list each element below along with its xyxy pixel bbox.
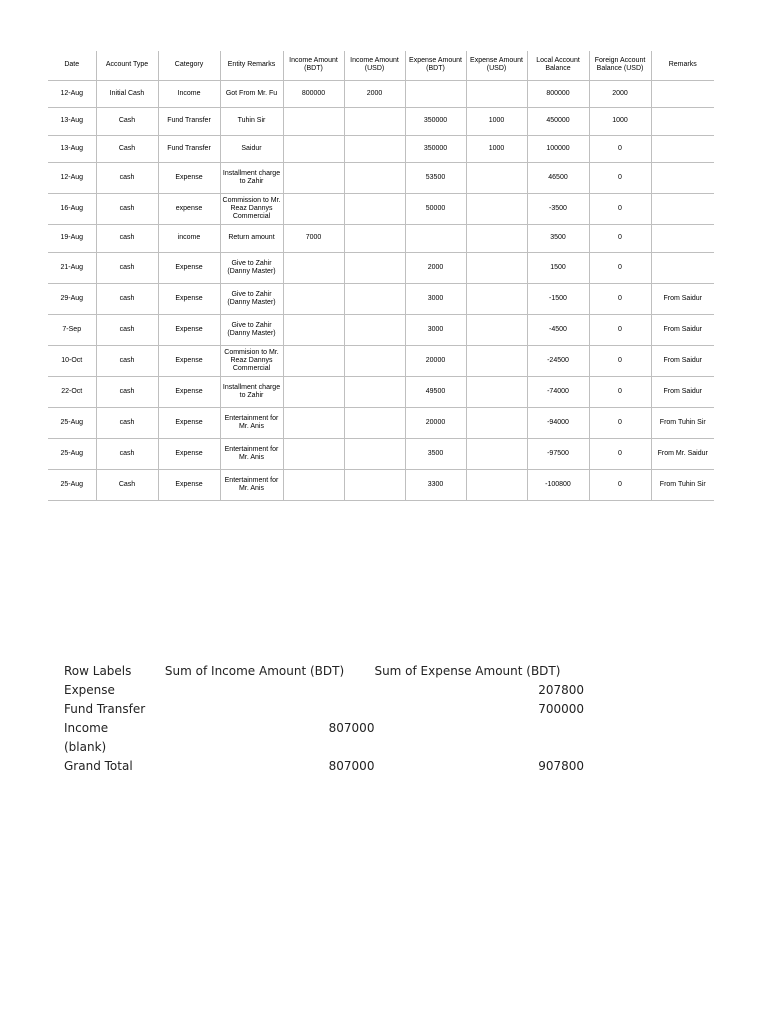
table-row (48, 376, 714, 407)
table-row (48, 80, 714, 108)
cell-entity-remarks: Commission to Mr. Reaz Dannys Commercial (220, 194, 283, 225)
cell-income-usd (344, 345, 405, 376)
cell-income-usd (344, 163, 405, 194)
col-header-income-usd: Income Amount (USD) (344, 51, 405, 80)
cell-entity-remarks: Entertainment for Mr. Anis (220, 469, 283, 500)
cell-foreign-balance: 2000 (589, 80, 651, 108)
cell-foreign-balance: 0 (589, 283, 651, 314)
col-header-account-type: Account Type (96, 51, 158, 80)
cell-expense-usd (466, 283, 527, 314)
cell-expense-usd (466, 345, 527, 376)
cell-income-usd (344, 469, 405, 500)
cell-income-usd (344, 252, 405, 283)
cell-date: 25-Aug (48, 469, 96, 500)
cell-expense-usd: 1000 (466, 135, 527, 163)
table-row (48, 283, 714, 314)
cell-expense-bdt (405, 225, 466, 253)
cell-remarks: From Saidur (651, 376, 714, 407)
pivot-row (64, 699, 584, 718)
table-row (48, 469, 714, 500)
pivot-cell-expense-sum (374, 718, 584, 737)
cell-income-bdt: 800000 (283, 80, 344, 108)
pivot-cell-expense-sum: 700000 (538, 701, 584, 716)
cell-remarks: From Saidur (651, 345, 714, 376)
cell-local-balance: -97500 (527, 438, 589, 469)
cell-income-bdt (283, 438, 344, 469)
cell-foreign-balance: 0 (589, 438, 651, 469)
pivot-row (64, 737, 584, 756)
cell-income-bdt: 7000 (283, 225, 344, 253)
cell-category: Expense (158, 283, 220, 314)
cell-date: 7-Sep (48, 314, 96, 345)
cell-account-type: Cash (96, 108, 158, 136)
cell-category: Expense (158, 252, 220, 283)
cell-foreign-balance: 1000 (589, 108, 651, 136)
cell-remarks (651, 108, 714, 136)
pivot-cell-row-label: (blank) (64, 739, 107, 754)
cell-income-bdt (283, 314, 344, 345)
cell-foreign-balance: 0 (589, 194, 651, 225)
cell-category: Expense (158, 469, 220, 500)
col-header-date: Date (48, 51, 96, 80)
table-row (48, 135, 714, 163)
cell-date: 16-Aug (48, 194, 96, 225)
cell-income-bdt (283, 108, 344, 136)
cell-income-usd (344, 376, 405, 407)
cell-expense-usd (466, 163, 527, 194)
cell-expense-bdt: 49500 (405, 376, 466, 407)
cell-category: income (158, 225, 220, 253)
cell-local-balance: -4500 (527, 314, 589, 345)
cell-expense-bdt: 3000 (405, 283, 466, 314)
cell-local-balance: -3500 (527, 194, 589, 225)
cell-category: expense (158, 194, 220, 225)
cell-foreign-balance: 0 (589, 314, 651, 345)
cell-expense-bdt: 2000 (405, 252, 466, 283)
cell-category: Expense (158, 407, 220, 438)
cell-local-balance: -94000 (527, 407, 589, 438)
pivot-cell-income-sum: 807000 (328, 720, 375, 735)
cell-account-type: cash (96, 225, 158, 253)
cell-income-bdt (283, 345, 344, 376)
col-header-income-bdt: Income Amount (BDT) (283, 51, 344, 80)
table-row (48, 314, 714, 345)
pivot-cell-income-sum: 807000 (328, 758, 375, 773)
cell-entity-remarks: Give to Zahir (Danny Master) (220, 283, 283, 314)
pivot-cell-income-sum (165, 737, 375, 756)
cell-local-balance: 100000 (527, 135, 589, 163)
cell-entity-remarks: Entertainment for Mr. Anis (220, 407, 283, 438)
cell-category: Expense (158, 438, 220, 469)
cell-income-usd (344, 135, 405, 163)
cell-remarks (651, 194, 714, 225)
cell-foreign-balance: 0 (589, 345, 651, 376)
pivot-cell-expense-sum: 207800 (538, 682, 584, 697)
cell-entity-remarks: Tuhin Sir (220, 108, 283, 136)
cell-expense-usd (466, 438, 527, 469)
col-header-entity-remarks: Entity Remarks (220, 51, 283, 80)
cell-income-bdt (283, 252, 344, 283)
cell-entity-remarks: Installment charge to Zahir (220, 376, 283, 407)
cell-expense-usd (466, 407, 527, 438)
table-row (48, 345, 714, 376)
cell-account-type: Initial Cash (96, 80, 158, 108)
cell-entity-remarks: Saidur (220, 135, 283, 163)
cell-expense-bdt: 3500 (405, 438, 466, 469)
cell-local-balance: 46500 (527, 163, 589, 194)
pivot-header-row (64, 661, 584, 680)
cell-expense-usd (466, 194, 527, 225)
cell-local-balance: -24500 (527, 345, 589, 376)
cell-expense-bdt: 53500 (405, 163, 466, 194)
cell-category: Expense (158, 345, 220, 376)
cell-local-balance: 800000 (527, 80, 589, 108)
cell-income-usd (344, 438, 405, 469)
cell-expense-usd (466, 225, 527, 253)
pivot-cell-expense-sum (374, 737, 584, 756)
cell-expense-usd (466, 314, 527, 345)
pivot-row (64, 756, 584, 775)
cell-account-type: cash (96, 407, 158, 438)
cell-remarks (651, 252, 714, 283)
cell-account-type: cash (96, 438, 158, 469)
table-row (48, 225, 714, 253)
cell-account-type: cash (96, 194, 158, 225)
cell-remarks: From Tuhin Sir (651, 407, 714, 438)
cell-income-usd (344, 225, 405, 253)
table-row (48, 252, 714, 283)
cell-category: Expense (158, 376, 220, 407)
pivot-header-income-sum: Sum of Income Amount (BDT) (164, 663, 345, 678)
pivot-cell-income-sum (165, 699, 375, 718)
cell-income-usd (344, 108, 405, 136)
cell-date: 12-Aug (48, 80, 96, 108)
table-row (48, 438, 714, 469)
cell-income-usd (344, 194, 405, 225)
cell-local-balance: -74000 (527, 376, 589, 407)
table-row (48, 407, 714, 438)
cell-income-bdt (283, 376, 344, 407)
cell-category: Expense (158, 314, 220, 345)
cell-remarks: From Mr. Saidur (651, 438, 714, 469)
pivot-header-row-labels: Row Labels (64, 663, 132, 678)
cell-expense-bdt: 3000 (405, 314, 466, 345)
col-header-local-balance: Local Account Balance (527, 51, 589, 80)
cell-account-type: cash (96, 345, 158, 376)
cell-date: 25-Aug (48, 407, 96, 438)
table-row (48, 194, 714, 225)
cell-account-type: cash (96, 163, 158, 194)
pivot-cell-row-label: Fund Transfer (64, 701, 146, 716)
pivot-cell-row-label: Income (64, 720, 109, 735)
cell-foreign-balance: 0 (589, 407, 651, 438)
cell-date: 25-Aug (48, 438, 96, 469)
cell-foreign-balance: 0 (589, 225, 651, 253)
table-row (48, 108, 714, 136)
cell-remarks (651, 163, 714, 194)
cell-date: 29-Aug (48, 283, 96, 314)
col-header-category: Category (158, 51, 220, 80)
cell-income-usd (344, 407, 405, 438)
cell-date: 21-Aug (48, 252, 96, 283)
cell-account-type: cash (96, 314, 158, 345)
cell-entity-remarks: Got From Mr. Fu (220, 80, 283, 108)
cell-account-type: Cash (96, 469, 158, 500)
cell-category: Income (158, 80, 220, 108)
cell-expense-bdt: 3300 (405, 469, 466, 500)
cell-date: 19-Aug (48, 225, 96, 253)
cell-income-bdt (283, 283, 344, 314)
cell-date: 12-Aug (48, 163, 96, 194)
pivot-cell-income-sum (165, 680, 375, 699)
cell-income-bdt (283, 194, 344, 225)
cell-entity-remarks: Installment charge to Zahir (220, 163, 283, 194)
cell-category: Fund Transfer (158, 108, 220, 136)
cell-income-bdt (283, 469, 344, 500)
cell-foreign-balance: 0 (589, 163, 651, 194)
col-header-remarks: Remarks (651, 51, 714, 80)
pivot-cell-row-label: Expense (64, 682, 115, 697)
ledger-table (48, 51, 714, 501)
cell-income-bdt (283, 407, 344, 438)
cell-income-usd: 2000 (344, 80, 405, 108)
cell-remarks: From Tuhin Sir (651, 469, 714, 500)
cell-category: Expense (158, 163, 220, 194)
col-header-foreign-balance: Foreign Account Balance (USD) (589, 51, 651, 80)
cell-foreign-balance: 0 (589, 135, 651, 163)
cell-local-balance: -1500 (527, 283, 589, 314)
ledger-header-row (48, 51, 714, 80)
cell-entity-remarks: Commision to Mr. Reaz Dannys Commercial (220, 345, 283, 376)
cell-account-type: cash (96, 376, 158, 407)
cell-entity-remarks: Entertainment for Mr. Anis (220, 438, 283, 469)
cell-local-balance: 450000 (527, 108, 589, 136)
cell-income-usd (344, 283, 405, 314)
cell-date: 10-Oct (48, 345, 96, 376)
cell-remarks: From Saidur (651, 283, 714, 314)
cell-local-balance: -100800 (527, 469, 589, 500)
cell-expense-bdt: 50000 (405, 194, 466, 225)
pivot-row (64, 718, 584, 737)
cell-expense-usd: 1000 (466, 108, 527, 136)
cell-account-type: Cash (96, 135, 158, 163)
cell-entity-remarks: Give to Zahir (Danny Master) (220, 314, 283, 345)
cell-expense-bdt: 20000 (405, 345, 466, 376)
cell-account-type: cash (96, 283, 158, 314)
pivot-cell-expense-sum: 907800 (538, 758, 584, 773)
cell-entity-remarks: Give to Zahir (Danny Master) (220, 252, 283, 283)
cell-foreign-balance: 0 (589, 252, 651, 283)
cell-remarks: From Saidur (651, 314, 714, 345)
cell-category: Fund Transfer (158, 135, 220, 163)
pivot-table (64, 661, 584, 775)
cell-remarks (651, 135, 714, 163)
pivot-header-expense-sum: Sum of Expense Amount (BDT) (374, 663, 561, 678)
cell-remarks (651, 80, 714, 108)
cell-account-type: cash (96, 252, 158, 283)
pivot-cell-row-label: Grand Total (64, 758, 133, 773)
cell-expense-usd (466, 376, 527, 407)
cell-date: 13-Aug (48, 108, 96, 136)
cell-foreign-balance: 0 (589, 469, 651, 500)
col-header-expense-usd: Expense Amount (USD) (466, 51, 527, 80)
cell-expense-bdt (405, 80, 466, 108)
cell-expense-bdt: 350000 (405, 108, 466, 136)
cell-expense-usd (466, 252, 527, 283)
cell-income-bdt (283, 163, 344, 194)
cell-foreign-balance: 0 (589, 376, 651, 407)
cell-income-usd (344, 314, 405, 345)
cell-expense-usd (466, 469, 527, 500)
table-row (48, 163, 714, 194)
cell-expense-bdt: 350000 (405, 135, 466, 163)
cell-remarks (651, 225, 714, 253)
pivot-row (64, 680, 584, 699)
cell-local-balance: 3500 (527, 225, 589, 253)
cell-date: 13-Aug (48, 135, 96, 163)
col-header-expense-bdt: Expense Amount (BDT) (405, 51, 466, 80)
cell-entity-remarks: Return amount (220, 225, 283, 253)
cell-date: 22-Oct (48, 376, 96, 407)
cell-expense-usd (466, 80, 527, 108)
cell-local-balance: 1500 (527, 252, 589, 283)
cell-expense-bdt: 20000 (405, 407, 466, 438)
cell-income-bdt (283, 135, 344, 163)
